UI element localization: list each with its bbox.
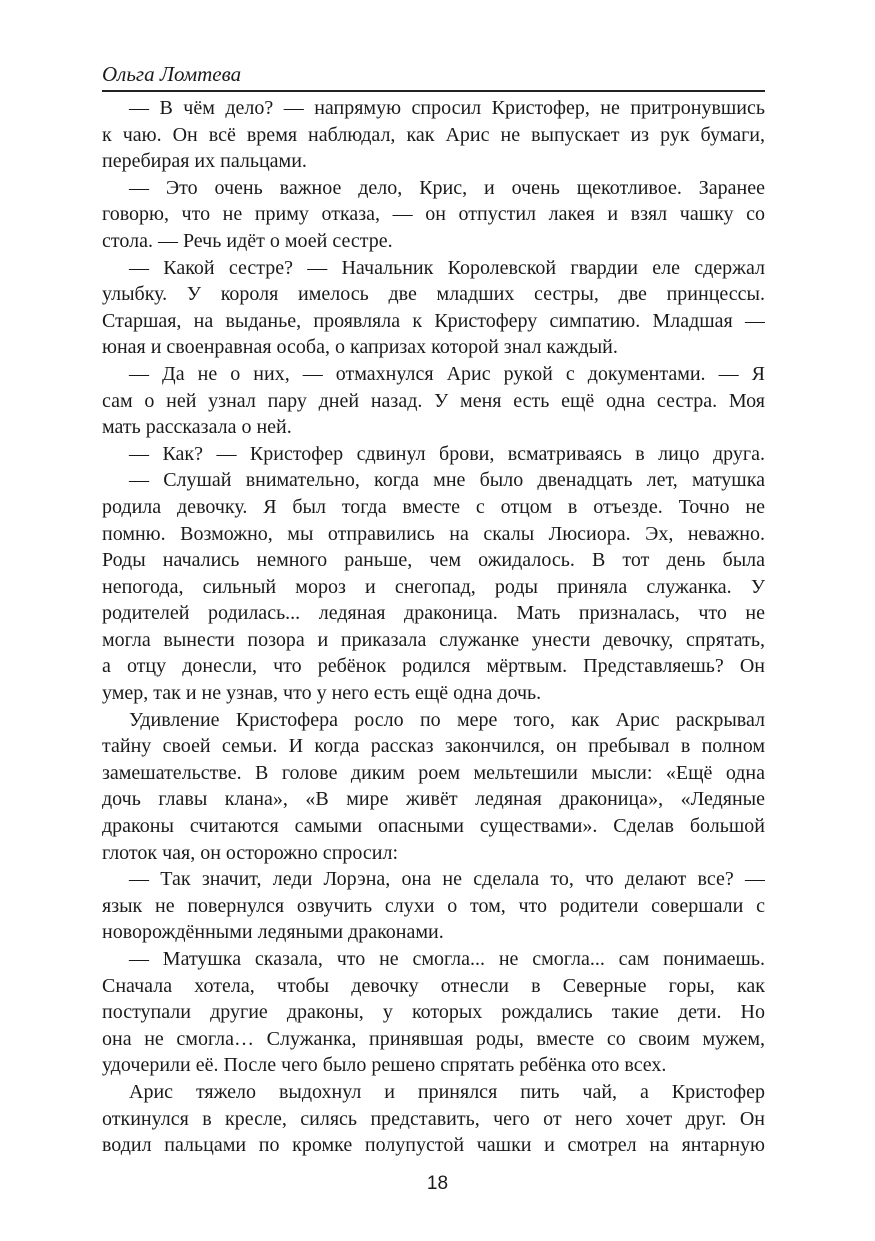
author-name: Ольга Ломтева	[102, 62, 242, 86]
text-line: улыбку. У короля имелось две младших сестры, две принцессы.	[102, 283, 765, 306]
text-line: мать рассказала о ней.	[102, 416, 292, 439]
text-line: поступали другие драконы, у которых рождались такие дети. Но	[102, 1001, 765, 1024]
text-line: Старшая, на выданье, проявляла к Кристоферу симпатию. Младшая —	[102, 309, 765, 332]
text-line: сам о ней узнал пару дней назад. У меня есть ещё одна сестра. Моя	[102, 389, 765, 412]
text-line: она не смогла… Служанка, принявшая роды, вместе со своим мужем,	[102, 1027, 765, 1050]
text-line: Арис тяжело выдохнул и принялся пить чай, а Кристофер	[129, 1080, 765, 1103]
text-line: родителей родилась... ледяная драконица. Мать призналась, что не	[102, 602, 765, 625]
text-line: новорождёнными ледяными драконами.	[102, 921, 444, 944]
text-line: дочь главы клана», «В мире живёт ледяная драконица», «Ледяные	[102, 788, 765, 811]
text-line: юная и своенравная особа, о капризах которой знал каждый.	[102, 336, 618, 359]
text-line: Сначала хотела, чтобы девочку отнесли в Северные горы, как	[102, 974, 765, 997]
text-line: могла вынести позора и приказала служанке унести девочку, спрятать,	[102, 628, 765, 651]
text-line: говорю, что не приму отказа, — он отпустил лакея и взял чашку со	[102, 203, 765, 226]
text-line: — Матушка сказала, что не смогла... не смогла... сам понимаешь.	[129, 948, 765, 970]
text-line: замешательстве. В голове диким роем мельтешили мысли: «Ещё одна	[102, 761, 765, 784]
text-line: глоток чая, он осторожно спросил:	[102, 841, 399, 864]
text-line: Роды начались немного раньше, чем ожидалось. В тот день была	[102, 549, 765, 572]
text-line: умер, так и не узнав, что у него есть ещё одна дочь.	[102, 682, 542, 705]
text-line: — Это очень важное дело, Крис, и очень щекотливое. Заранее	[129, 176, 765, 199]
text-line: — Как? — Кристофер сдвинул брови, всматриваясь в лицо друга.	[129, 442, 765, 465]
page-number: 18	[426, 1173, 449, 1194]
text-line: водил пальцами по кромке полупустой чашки и смотрел на янтарную	[102, 1134, 765, 1157]
text-line: — Так значит, леди Лорэна, она не сделала то, что делают все? —	[129, 868, 765, 891]
text-line: язык не повернулся озвучить слухи о том, что родители совершали с	[102, 894, 765, 917]
text-line: откинулся в кресле, силясь представить, чего от него хочет друг. Он	[102, 1107, 765, 1130]
text-line: Удивление Кристофера росло по мере того, как Арис раскрывал	[129, 708, 765, 731]
text-line: — В чём дело? — напрямую спросил Кристофер, не притронувшись	[129, 97, 765, 119]
text-line: — Слушай внимательно, когда мне было двенадцать лет, матушка	[129, 469, 765, 492]
text-line: перебирая их пальцами.	[102, 150, 307, 173]
text-line: непогода, сильный мороз и снегопад, роды приняла служанка. У	[102, 575, 765, 598]
body-text	[102, 95, 765, 1159]
text-line: — Какой сестре? — Начальник Королевской гвардии еле сдержал	[129, 256, 765, 279]
text-line: удочерили её. После чего было решено спрятать ребёнка ото всех.	[102, 1054, 667, 1077]
text-line: а отцу донесли, что ребёнок родился мёртвым. Представляешь? Он	[102, 655, 765, 678]
text-line: родила девочку. Я был тогда вместе с отцом в отъезде. Точно не	[102, 495, 765, 518]
text-line: к чаю. Он всё время наблюдал, как Арис не выпускает из рук бумаги,	[102, 123, 765, 146]
text-line: — Да не о них, — отмахнулся Арис рукой с документами. — Я	[129, 362, 765, 385]
text-line: стола. — Речь идёт о моей сестре.	[102, 229, 393, 252]
text-line: драконы считаются самыми опасными существами». Сделав большой	[102, 815, 765, 838]
text-line: тайну своей семьи. И когда рассказ закончился, он пребывал в полном	[102, 735, 765, 758]
text-line: помню. Возможно, мы отправились на скалы Люсиора. Эх, неважно.	[102, 522, 765, 545]
running-header	[102, 60, 765, 92]
